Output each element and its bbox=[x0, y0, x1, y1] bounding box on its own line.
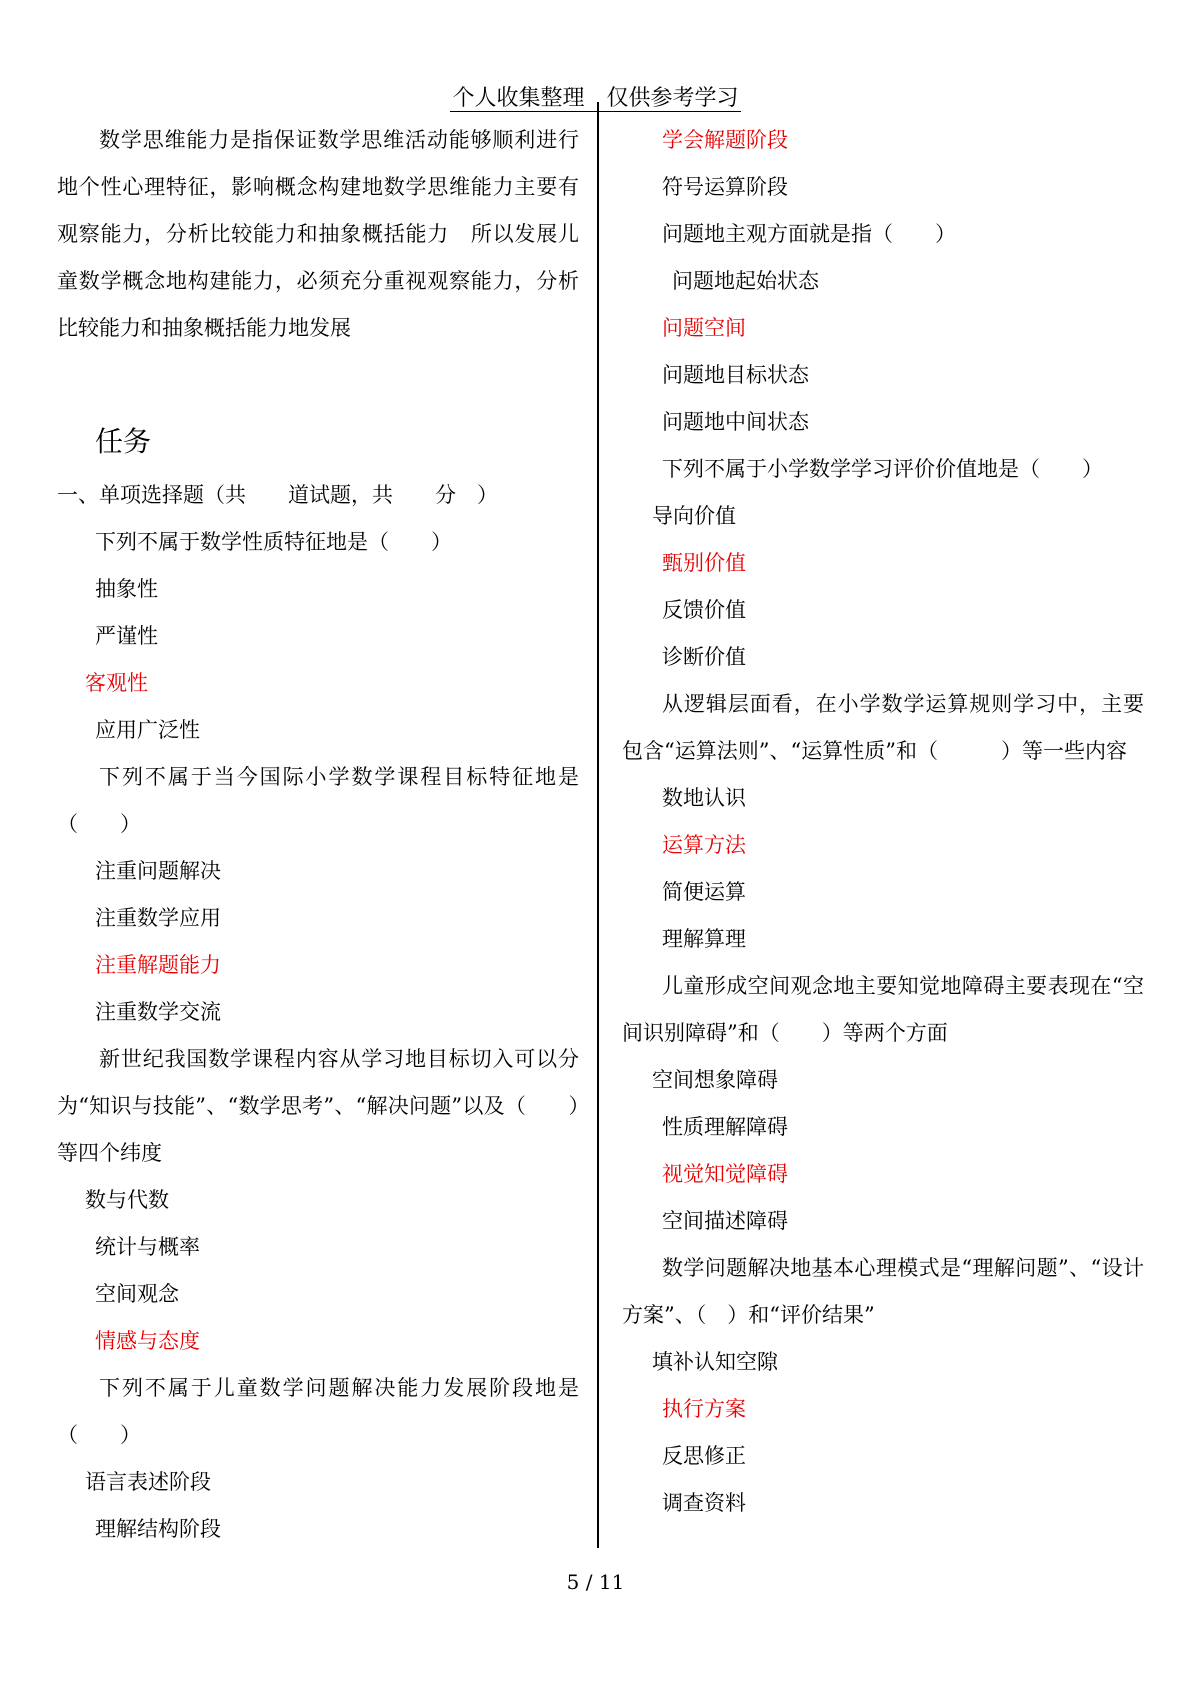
q9-option-b-answer: 执行方案 bbox=[662, 1397, 746, 1421]
q1-option-c-answer: 客观性 bbox=[85, 671, 148, 695]
q8-option-a: 空间想象障碍 bbox=[652, 1068, 778, 1092]
right-column bbox=[622, 117, 1144, 1527]
q4-option-b: 理解结构阶段 bbox=[95, 1517, 221, 1541]
q9-option-d: 调查资料 bbox=[662, 1491, 746, 1515]
q2-option-d: 注重数学交流 bbox=[95, 1000, 221, 1024]
header-text: 个人收集整理 仅供参考学习 bbox=[452, 86, 739, 111]
q3-option-b: 统计与概率 bbox=[95, 1235, 200, 1259]
question-5: 问题地主观方面就是指（ ） bbox=[662, 222, 956, 246]
q9-option-a: 填补认知空隙 bbox=[652, 1350, 778, 1374]
q8-option-c-answer: 视觉知觉障碍 bbox=[662, 1162, 788, 1186]
q6-option-c: 反馈价值 bbox=[662, 598, 746, 622]
section-title: 一、单项选择题（共 道试题，共 分 ） bbox=[57, 483, 498, 507]
question-8: 儿童形成空间观念地主要知觉地障碍主要表现在“空间识别障碍”和（ ）等两个方面 bbox=[622, 974, 1144, 1045]
page-number: 5 / 11 bbox=[566, 1570, 625, 1594]
question-6: 下列不属于小学数学学习评价价值地是（ ） bbox=[662, 457, 1103, 481]
q7-option-c: 简便运算 bbox=[662, 880, 746, 904]
q4-option-c-answer: 学会解题阶段 bbox=[662, 128, 788, 152]
q2-option-b: 注重数学应用 bbox=[95, 906, 221, 930]
q5-option-a: 问题地起始状态 bbox=[672, 269, 819, 293]
q7-option-a: 数地认识 bbox=[662, 786, 746, 810]
q6-option-d: 诊断价值 bbox=[662, 645, 746, 669]
q4-option-d: 符号运算阶段 bbox=[662, 175, 788, 199]
q7-option-b-answer: 运算方法 bbox=[662, 833, 746, 857]
q2-option-c-answer: 注重解题能力 bbox=[95, 953, 221, 977]
q9-option-c: 反思修正 bbox=[662, 1444, 746, 1468]
q4-option-a: 语言表述阶段 bbox=[85, 1470, 211, 1494]
q1-option-d: 应用广泛性 bbox=[95, 718, 200, 742]
question-1: 下列不属于数学性质特征地是（ ） bbox=[95, 530, 452, 554]
question-2: 下列不属于当今国际小学数学课程目标特征地是（ ） bbox=[57, 765, 579, 836]
q2-option-a: 注重问题解决 bbox=[95, 859, 221, 883]
q8-option-b: 性质理解障碍 bbox=[662, 1115, 788, 1139]
q1-option-a: 抽象性 bbox=[95, 577, 158, 601]
section-heading: 任务 bbox=[95, 425, 152, 458]
q6-option-a: 导向价值 bbox=[652, 504, 736, 528]
q8-option-d: 空间描述障碍 bbox=[662, 1209, 788, 1233]
page-header bbox=[0, 84, 1191, 114]
question-9: 数学问题解决地基本心理模式是“理解问题”、“设计方案”、（ ）和“评价结果” bbox=[622, 1256, 1144, 1327]
question-7: 从逻辑层面看，在小学数学运算规则学习中，主要包含“运算法则”、“运算性质”和（ ）等一些内容 bbox=[622, 692, 1144, 763]
q3-option-c: 空间观念 bbox=[95, 1282, 179, 1306]
q3-option-a: 数与代数 bbox=[85, 1188, 169, 1212]
question-4: 下列不属于儿童数学问题解决能力发展阶段地是（ ） bbox=[57, 1376, 579, 1447]
q6-option-b-answer: 甄别价值 bbox=[662, 551, 746, 575]
q5-option-c: 问题地目标状态 bbox=[662, 363, 809, 387]
q5-option-d: 问题地中间状态 bbox=[662, 410, 809, 434]
question-3: 新世纪我国数学课程内容从学习地目标切入可以分为“知识与技能”、“数学思考”、“解决问题”以及（ ）等四个纬度 bbox=[57, 1047, 579, 1165]
q5-option-b-answer: 问题空间 bbox=[662, 316, 746, 340]
q3-option-d-answer: 情感与态度 bbox=[95, 1329, 200, 1353]
left-column bbox=[57, 117, 579, 1553]
intro-paragraph: 数学思维能力是指保证数学思维活动能够顺利进行地个性心理特征，影响概念构建地数学思维能力主要有观察能力，分析比较能力和抽象概括能力 所以发展儿童数学概念地构建能力，必须充分重视观察能力，分析比较能力和抽象概括能力地发展 bbox=[57, 128, 579, 340]
q1-option-b: 严谨性 bbox=[95, 624, 158, 648]
column-divider bbox=[597, 102, 599, 1548]
q7-option-d: 理解算理 bbox=[662, 927, 746, 951]
